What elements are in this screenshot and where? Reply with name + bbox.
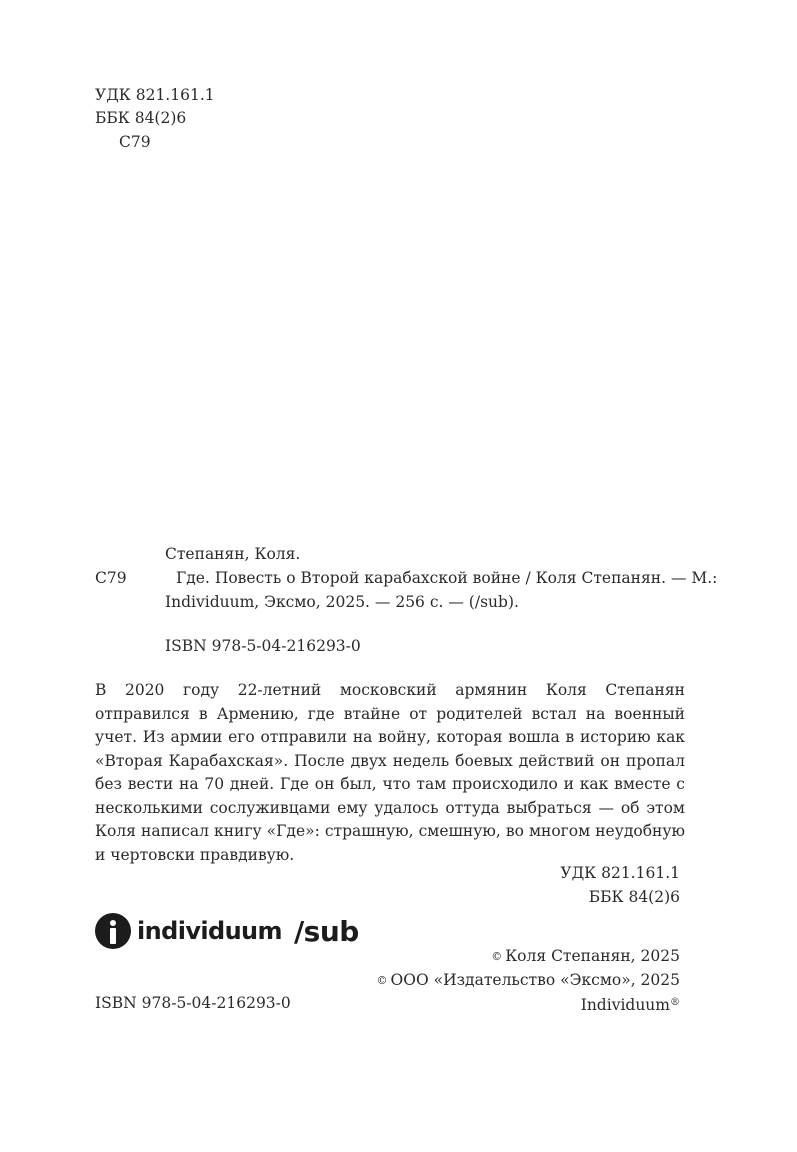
logo-wordmark: individuum <box>137 917 282 945</box>
udk-code-top: УДК 821.161.1 <box>95 86 215 104</box>
catalog-title-line-2: Individuum, Эксмо, 2025. — 256 с. — (/sub). <box>165 593 519 611</box>
copyright-symbol: © <box>491 950 503 963</box>
udk-code-bottom: УДК 821.161.1 <box>560 864 680 882</box>
bbk-code-top: ББК 84(2)6 <box>95 109 187 127</box>
catalog-title-line-1: Где. Повесть о Второй карабахской войне / Коля Степанян. — М.: <box>176 569 718 587</box>
isbn-bottom: ISBN 978-5-04-216293-0 <box>95 994 291 1012</box>
copyright-author: © Коля Степанян, 2025 <box>491 947 680 965</box>
registered-symbol: ® <box>670 997 680 1008</box>
copyright-publisher: © ООО «Издательство «Эксмо», 2025 <box>376 971 680 989</box>
author-sign-top: С79 <box>119 133 151 151</box>
book-annotation: В 2020 году 22-летний московский армянин Коля Степанян отправился в Армению, где втайне от родителей встал на военный учет. Из армии его отправили на войну, которая вошла в историю как «Вторая Карабахская». После двух недель боевых действий он пропал без вести на 70 дней. Где он был, что там происходило и как вместе с несколькими сослуживцами ему удалось оттуда выбраться — об этом Коля написал книгу «Где»: страшную, смешную, во многом неудобную и чертовски правдивую. <box>95 681 685 864</box>
bbk-code-bottom: ББК 84(2)6 <box>588 888 680 906</box>
trademark-notice: Individuum® <box>580 996 680 1014</box>
individuum-i-icon <box>95 913 131 949</box>
catalog-author: Степанян, Коля. <box>165 545 301 563</box>
catalog-isbn: ISBN 978-5-04-216293-0 <box>165 637 361 655</box>
catalog-author-sign: С79 <box>95 569 127 587</box>
copyright-symbol: © <box>376 974 388 987</box>
logo-sub-series: /sub <box>293 914 359 948</box>
publisher-logo <box>95 910 359 952</box>
